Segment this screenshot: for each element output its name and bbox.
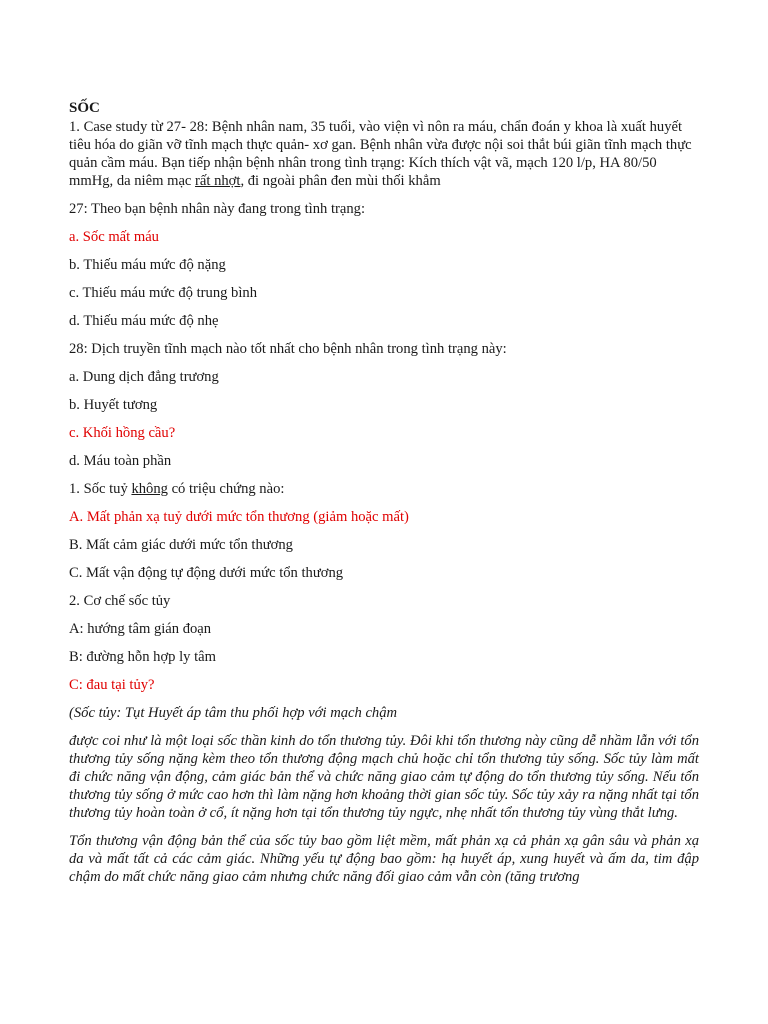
q1-option-a: A. Mất phản xạ tuỷ dưới mức tổn thương (giảm hoặc mất) <box>69 509 409 525</box>
q27-option-a: a. Sốc mất máu <box>69 229 159 245</box>
notes-paragraph-1: được coi như là một loại sốc thần kinh do tổn thương tủy. Đôi khi tổn thương này cũng dễ nhầm lẫn với tổn thương tủy sống nặng kèm theo tổn thương động mạch chủ hoặc chỉ tổn thương tủy sống. Sốc tủy làm mất đi chức năng vận động, cảm giác bản thể và chức năng giao cảm tự động do tổn thương tủy sống. Nếu tổn thương tủy sống ở mức cao hơn thì làm nặng hơn khoảng thời gian sốc tủy. Sốc tủy xảy ra nặng nhất tại tổn thương tủy hoàn toàn ở cổ, ít nặng hơn tại tổn thương tủy ngực, nhẹ nhất tổn thương tủy vùng thắt lưng. <box>69 733 699 821</box>
q27-option-c: c. Thiếu máu mức độ trung bình <box>69 285 258 301</box>
case-study-paragraph <box>69 118 699 190</box>
q27-option-b: b. Thiếu máu mức độ nặng <box>69 257 226 273</box>
q2-option-c: C: đau tại tủy? <box>69 677 155 693</box>
q2-option-a: A: hướng tâm gián đoạn <box>69 621 212 637</box>
notes-line-1: (Sốc tủy: Tụt Huyết áp tâm thu phối hợp với mạch chậm <box>69 705 398 721</box>
q2-option-b: B: đường hỗn hợp ly tâm <box>69 649 216 665</box>
q1-text-before: 1. Sốc tuỷ <box>69 481 132 497</box>
question-1 <box>69 480 699 498</box>
q27-option-d: d. Thiếu máu mức độ nhẹ <box>69 313 219 329</box>
q1-text-after: có triệu chứng nào: <box>167 481 285 497</box>
case-text-before: 1. Case study từ 27- 28: Bệnh nhân nam, 35 tuổi, vào viện vì nôn ra máu, chẩn đoán y khoa là xuất huyết tiêu hóa do giãn vỡ tĩnh mạch thực quản- xơ gan. Bệnh nhân vừa được nội soi thắt búi giãn tĩnh mạch thực quản cầm máu. Bạn tiếp nhận bệnh nhân trong tình trạng: Kích thích vật vã, mạch 120 l/p, HA 80/50 mmHg, da niêm mạc <box>69 119 692 189</box>
notes-paragraph-2: Tổn thương vận động bản thể của sốc tủy bao gồm liệt mềm, mất phản xạ cả phản xạ gân sâu và phản xạ da và mất tất cả các cảm giác. Những yếu tự động bao gồm: hạ huyết áp, xung huyết và ấm da, tim đập chậm do mất chức năng giao cảm nhưng chức năng đối giao cảm vẫn còn (tăng trương <box>69 833 699 885</box>
question-2: 2. Cơ chế sốc tủy <box>69 593 171 609</box>
case-text-after: , đi ngoài phân đen mùi thối khẳm <box>240 173 441 189</box>
case-underlined-text: rất nhợt <box>195 173 241 189</box>
q28-option-a: a. Dung dịch đẳng trương <box>69 369 219 385</box>
q1-option-c: C. Mất vận động tự động dưới mức tổn thương <box>69 565 344 581</box>
question-27: 27: Theo bạn bệnh nhân này đang trong tình trạng: <box>69 201 366 217</box>
document-title: SỐC <box>69 100 100 116</box>
question-28: 28: Dịch truyền tĩnh mạch nào tốt nhất cho bệnh nhân trong tình trạng này: <box>69 341 507 357</box>
q1-option-b: B. Mất cảm giác dưới mức tổn thương <box>69 537 293 553</box>
q1-underlined-text: không <box>131 481 168 497</box>
document-content <box>69 98 699 896</box>
q28-option-d: d. Máu toàn phần <box>69 453 172 469</box>
q28-option-b: b. Huyết tương <box>69 397 158 413</box>
q28-option-c: c. Khối hồng cầu? <box>69 425 176 441</box>
